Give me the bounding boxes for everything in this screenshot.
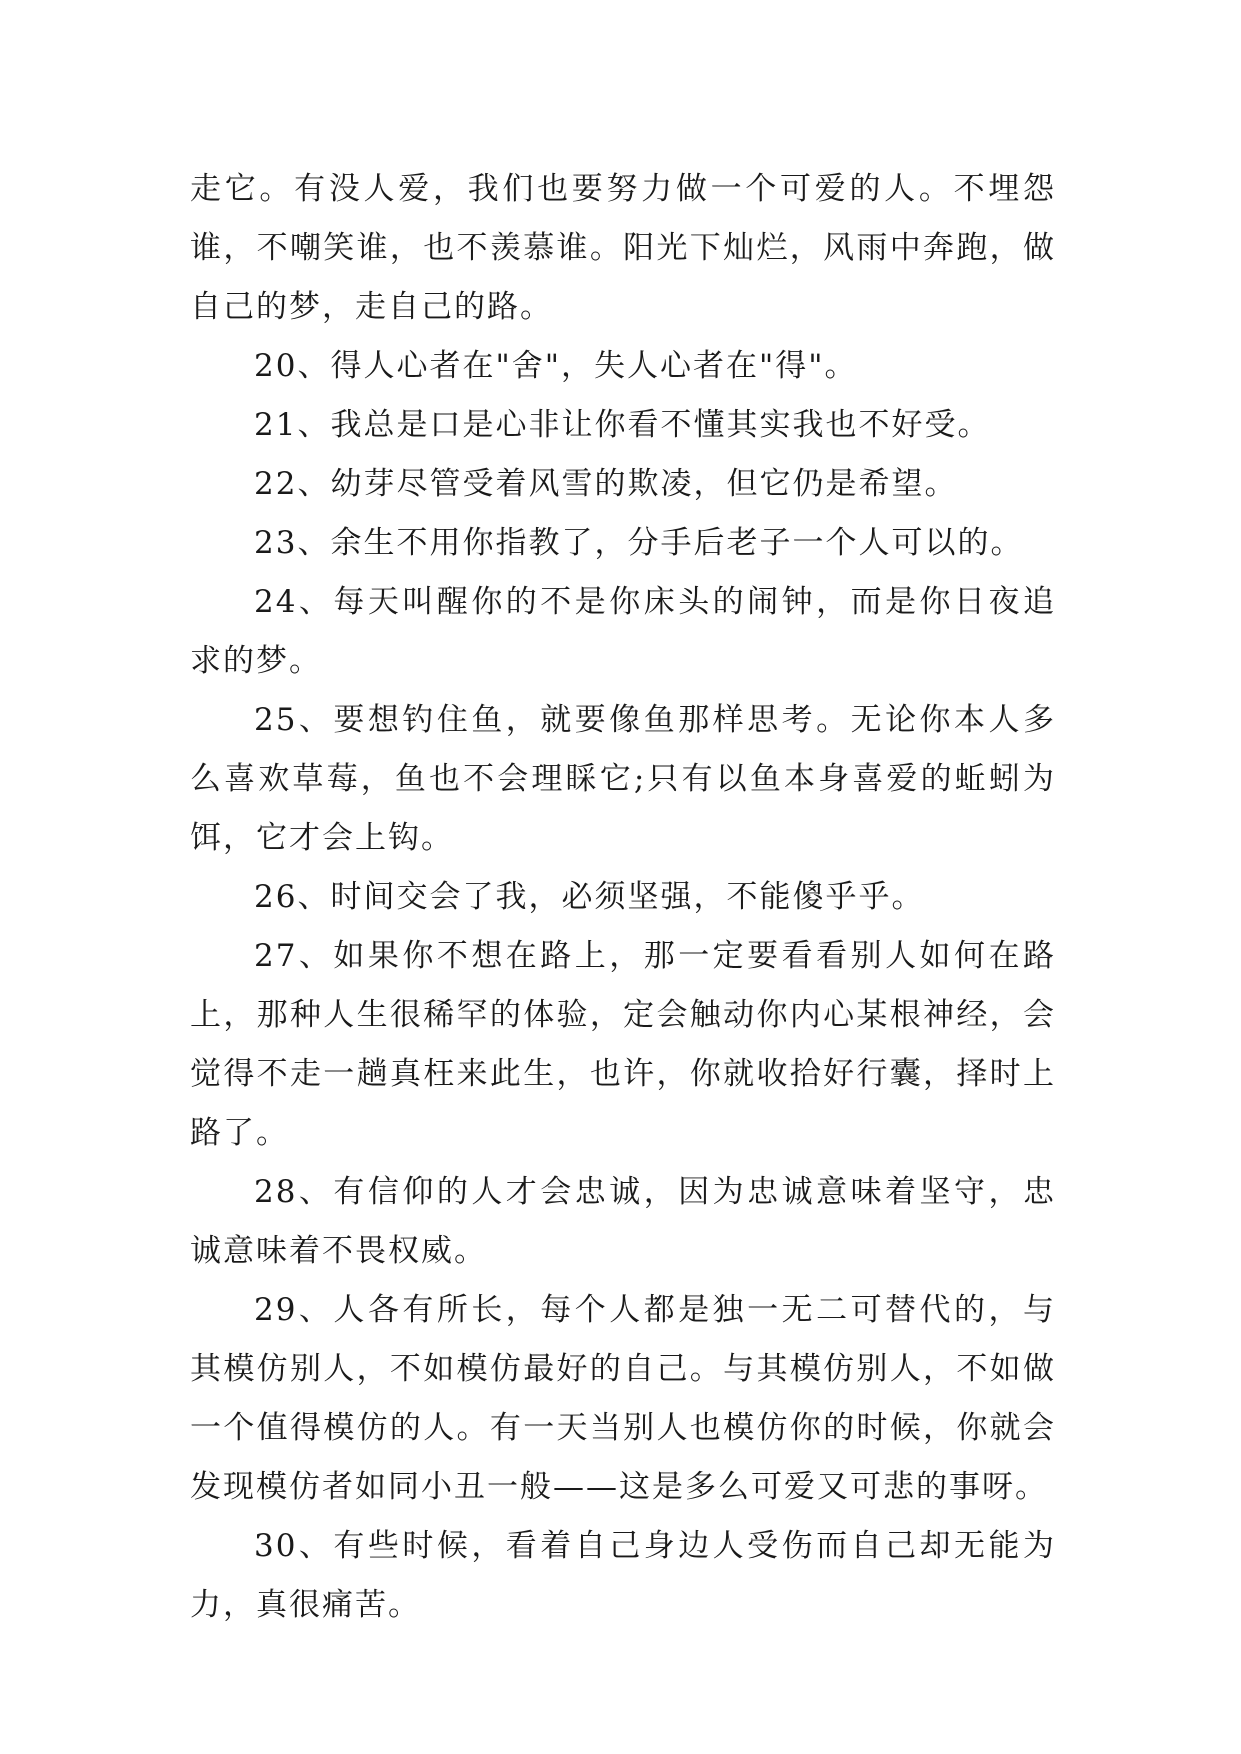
paragraph-item-21: 21、我总是口是心非让你看不懂其实我也不好受。 xyxy=(254,407,991,443)
paragraph-item-28: 28、有信仰的人才会忠诚，因为忠诚意味着坚守，忠诚意味着不畏权威。 xyxy=(190,1174,1056,1269)
paragraph-item-22: 22、幼芽尽管受着风雪的欺凌，但它仍是希望。 xyxy=(254,466,958,502)
paragraph-item-20: 20、得人心者在"舍"，失人心者在"得"。 xyxy=(254,348,858,384)
document-body xyxy=(190,160,1056,1635)
paragraph-item-24: 24、每天叫醒你的不是你床头的闹钟，而是你日夜追求的梦。 xyxy=(190,584,1056,679)
paragraph-item-25: 25、要想钓住鱼，就要像鱼那样思考。无论你本人多么喜欢草莓，鱼也不会理睬它;只有以鱼本身喜爱的蚯蚓为饵，它才会上钩。 xyxy=(190,702,1056,856)
paragraph-item-29: 29、人各有所长，每个人都是独一无二可替代的，与其模仿别人，不如模仿最好的自己。与其模仿别人，不如做一个值得模仿的人。有一天当别人也模仿你的时候，你就会发现模仿者如同小丑一般——这是多么可爱又可悲的事呀。 xyxy=(190,1292,1056,1505)
paragraph-item-27: 27、如果你不想在路上，那一定要看看别人如何在路上，那种人生很稀罕的体验，定会触动你内心某根神经，会觉得不走一趟真枉来此生，也许，你就收拾好行囊，择时上路了。 xyxy=(190,938,1056,1151)
paragraph-item-30: 30、有些时候，看着自己身边人受伤而自己却无能为力，真很痛苦。 xyxy=(190,1528,1056,1623)
paragraph-item-23: 23、余生不用你指教了，分手后老子一个人可以的。 xyxy=(254,525,1024,561)
paragraph-item-26: 26、时间交会了我，必须坚强，不能傻乎乎。 xyxy=(254,879,925,915)
paragraph-continuation: 走它。有没人爱，我们也要努力做一个可爱的人。不埋怨谁，不嘲笑谁，也不羡慕谁。阳光下灿烂，风雨中奔跑，做自己的梦，走自己的路。 xyxy=(190,171,1056,325)
